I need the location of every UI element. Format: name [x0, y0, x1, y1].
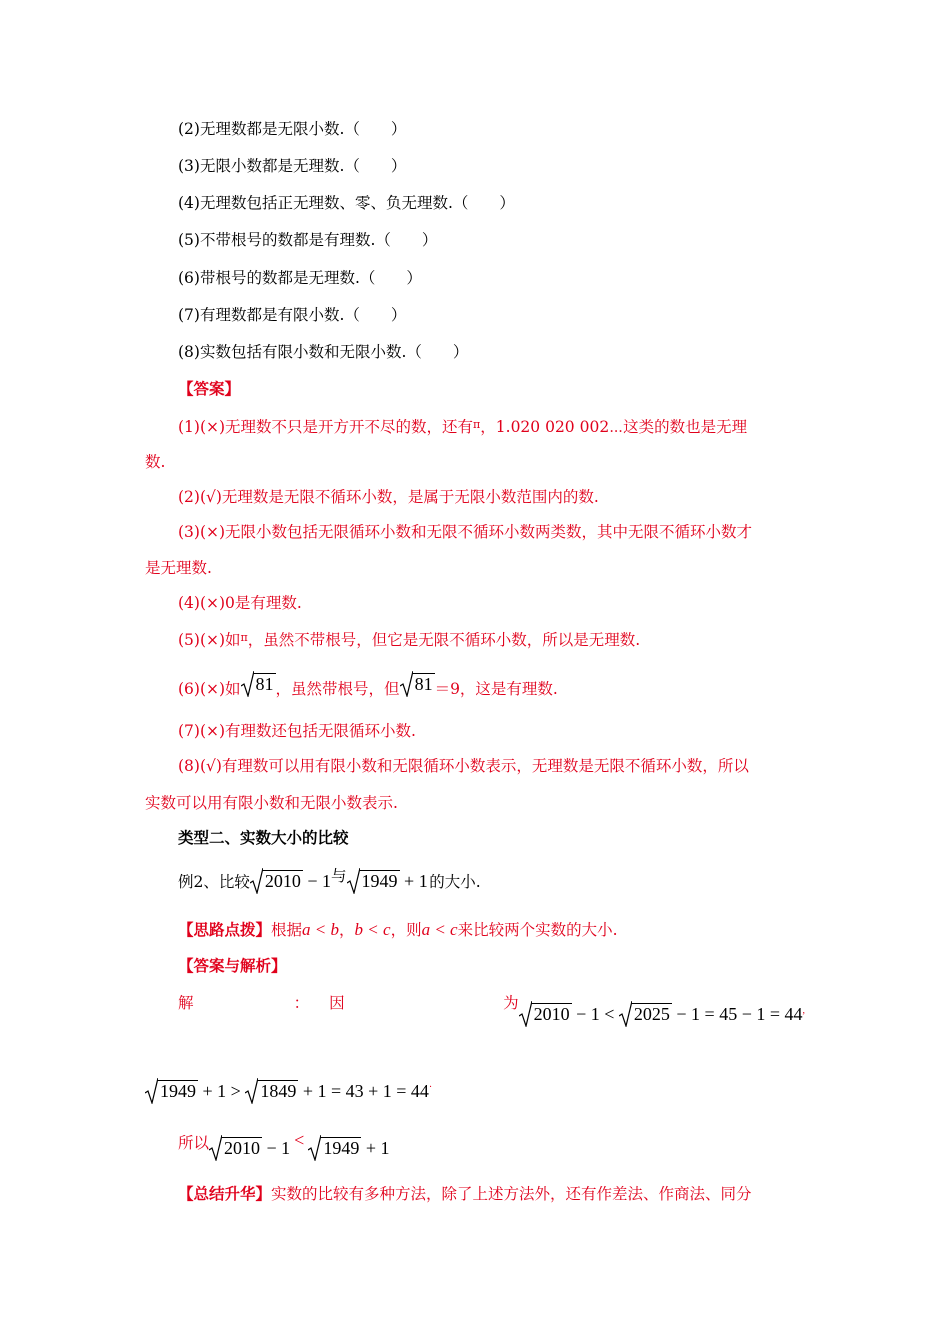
- hint-then: ，则: [390, 921, 422, 939]
- radical-icon: [400, 671, 413, 697]
- minus-one: − 1: [571, 1004, 600, 1024]
- answer-4: (4)(×)0是有理数.: [178, 594, 302, 612]
- less-than-sign: <: [294, 1130, 305, 1150]
- radical-icon: [209, 1135, 222, 1161]
- answer-5-suffix: ，虽然不带根号，但它是无限不循环小数，所以是无理数.: [247, 631, 641, 649]
- solution-word: ：: [293, 994, 310, 1012]
- answer-5: [178, 628, 640, 650]
- solution-word: 因: [329, 994, 345, 1012]
- hint-line: [178, 920, 618, 940]
- analysis-label: 【答案与解析】: [178, 956, 287, 975]
- hint-sep: ，: [339, 921, 355, 939]
- summary-text: 实数的比较有多种方法，除了上述方法外，还有作差法、作商法、同分: [271, 1185, 752, 1203]
- answer-1-prefix: (1)(×)无理数不只是开方开不尽的数，还有: [178, 418, 474, 436]
- solution-words-2: [309, 993, 518, 1024]
- example-prefix: 例2、比较: [178, 873, 250, 891]
- answer-6: [178, 674, 558, 699]
- answer-2: (2)(√)无理数是无限不循环小数，是属于无限小数范围内的数.: [178, 488, 599, 506]
- answer-6-middle: ，虽然带根号，但: [275, 680, 400, 698]
- answer-heading: 【答案】: [178, 379, 241, 398]
- sqrt-2010: 2010: [209, 1138, 262, 1158]
- answer-1-line1: [178, 415, 747, 437]
- radical-icon: [250, 868, 263, 894]
- answer-8-line2: 实数可以用有限小数和无限小数表示.: [145, 794, 398, 812]
- sqrt-1949: 1949: [347, 871, 400, 891]
- hint-label: 【思路点拨】: [178, 920, 272, 939]
- answer-1-line2: 数.: [145, 453, 166, 471]
- solution-line2: [145, 1078, 432, 1101]
- hint-prefix: 根据: [271, 921, 303, 939]
- solution-word: 解: [178, 994, 194, 1012]
- radical-icon: [308, 1135, 321, 1161]
- minus-one: − 1: [262, 1138, 291, 1158]
- hint-ac: a < c: [421, 920, 458, 939]
- sqrt-81: 81: [241, 674, 276, 695]
- sqrt-2025: 2025: [619, 1004, 672, 1024]
- sqrt-2010: 2010: [519, 1004, 572, 1024]
- question-7: (7)有理数都是有限小数.（ ）: [178, 306, 407, 324]
- sqrt-1949: 1949: [308, 1138, 361, 1158]
- answer-5-prefix: (5)(×)如: [178, 631, 241, 649]
- question-2: (2)无理数都是无限小数.（ ）: [178, 120, 407, 138]
- hint-ab: a < b: [302, 920, 340, 939]
- radical-icon: [145, 1078, 158, 1104]
- greater-than: + 1 >: [198, 1081, 246, 1101]
- minus-one: − 1: [302, 871, 332, 891]
- hint-suffix: 来比较两个实数的大小.: [457, 921, 618, 939]
- solution-words: [178, 993, 309, 1024]
- answer-8-line1: (8)(√)有理数可以用有限小数和无限循环小数表示，无理数是无限不循环小数，所以: [178, 757, 749, 775]
- solution-word: 为: [503, 994, 519, 1012]
- answer-3-line2: 是无理数.: [145, 559, 212, 577]
- therefore-label: 所以: [178, 1134, 210, 1152]
- question-8: (8)实数包括有限小数和无限小数.（ ）: [178, 343, 469, 361]
- pi-symbol: π: [473, 418, 481, 431]
- solution-line1: [178, 993, 805, 1024]
- plus-one: + 1: [399, 871, 428, 891]
- dot-mark: ·: [428, 1082, 433, 1093]
- radical-icon: [245, 1078, 258, 1104]
- connector: 与: [331, 867, 347, 885]
- sqrt-1949: 1949: [145, 1081, 198, 1101]
- answer-6-suffix: ＝9，这是有理数.: [434, 680, 558, 698]
- radical-icon: [241, 671, 254, 697]
- summary-label: 【总结升华】: [178, 1184, 272, 1203]
- answer-1-suffix: ，1.020 020 002⋯这类的数也是无理: [480, 418, 748, 436]
- plus-one: + 1: [361, 1138, 390, 1158]
- question-6: (6)带根号的数都是无理数.（ ）: [178, 269, 422, 287]
- solution-tail-1: − 1 = 45 − 1 = 44: [671, 1004, 803, 1024]
- radical-icon: [347, 868, 360, 894]
- sqrt-81-second: 81: [400, 674, 435, 695]
- summary-line: [178, 1184, 752, 1204]
- question-3: (3)无限小数都是无理数.（ ）: [178, 157, 407, 175]
- pi-symbol: π: [240, 631, 248, 644]
- question-4: (4)无理数包括正无理数、零、负无理数.（ ）: [178, 194, 515, 212]
- radical-icon: [519, 1001, 532, 1027]
- solution-tail-2: + 1 = 43 + 1 = 44: [298, 1081, 429, 1101]
- question-5: (5)不带根号的数都是有理数.（ ）: [178, 231, 438, 249]
- answer-3-line1: (3)(×)无限小数包括无限循环小数和无限不循环小数两类数，其中无限不循环小数才: [178, 523, 753, 541]
- answer-6-prefix: (6)(×)如: [178, 680, 241, 698]
- answer-7: (7)(×)有理数还包括无限循环小数.: [178, 722, 416, 740]
- example-2: [178, 866, 481, 892]
- sqrt-1849: 1849: [245, 1081, 298, 1101]
- example-suffix: 的大小.: [429, 873, 481, 891]
- less-than: <: [599, 1004, 619, 1024]
- hint-bc: b < c: [354, 920, 391, 939]
- solution-inequality-1: [519, 1001, 805, 1024]
- sqrt-2010: 2010: [250, 871, 303, 891]
- type-2-heading: 类型二、实数大小的比较: [178, 828, 349, 847]
- comma: ,: [802, 1005, 805, 1016]
- therefore-line: [178, 1130, 389, 1159]
- radical-icon: [619, 1001, 632, 1027]
